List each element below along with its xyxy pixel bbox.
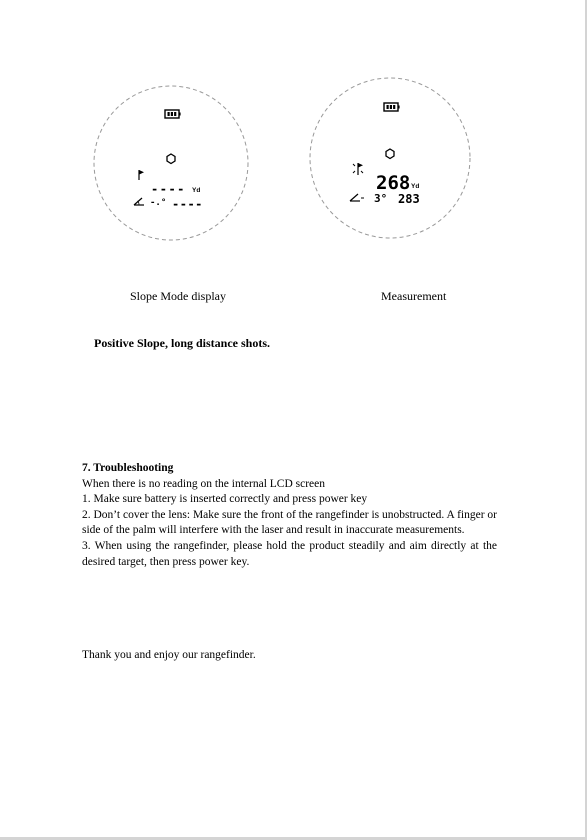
- unit-label: Yd: [411, 183, 420, 190]
- troubleshooting-item: 2. Don’t cover the lens: Make sure the front of the rangefinder is unobstructed. A finger or side of the palm will interfere with the laser and result in inaccurate measurements.: [82, 508, 497, 537]
- caption-slope-mode-display: Slope Mode display: [130, 289, 226, 303]
- target-mode-icon: [167, 154, 175, 164]
- flag-icon: [139, 170, 144, 180]
- closing-text: Thank you and enjoy our rangefinder.: [82, 649, 256, 661]
- lcd-display-slope-mode: [92, 84, 250, 242]
- slope-angle-icon: [350, 194, 364, 201]
- troubleshooting-heading: 7. Troubleshooting: [82, 462, 174, 474]
- slope-note: Positive Slope, long distance shots.: [94, 336, 271, 350]
- caption-measurement: Measurement: [381, 289, 447, 303]
- troubleshooting-section: [82, 461, 497, 570]
- slope-angle-icon: [134, 198, 144, 205]
- secondary-distance-placeholder: ----: [172, 197, 203, 211]
- angle-value: 3°: [374, 192, 388, 205]
- distance-placeholder: ----: [151, 182, 186, 196]
- adjusted-distance-value: 283: [398, 192, 420, 206]
- target-mode-icon: [386, 149, 394, 159]
- troubleshooting-intro: When there is no reading on the internal LCD screen: [82, 477, 326, 490]
- battery-icon: [384, 103, 400, 111]
- battery-icon: [165, 110, 181, 118]
- angle-placeholder: -.°: [150, 198, 167, 208]
- troubleshooting-item: 3. When using the rangefinder, please hold the product steadily and aim directly at the desired target, then press power key.: [82, 539, 497, 568]
- lcd-display-measurement: [308, 77, 472, 241]
- distance-value: 268: [376, 172, 411, 194]
- flag-lock-icon: [353, 163, 363, 175]
- unit-label: Yd: [192, 187, 201, 194]
- troubleshooting-item: 1. Make sure battery is inserted correctly and press power key: [82, 493, 368, 506]
